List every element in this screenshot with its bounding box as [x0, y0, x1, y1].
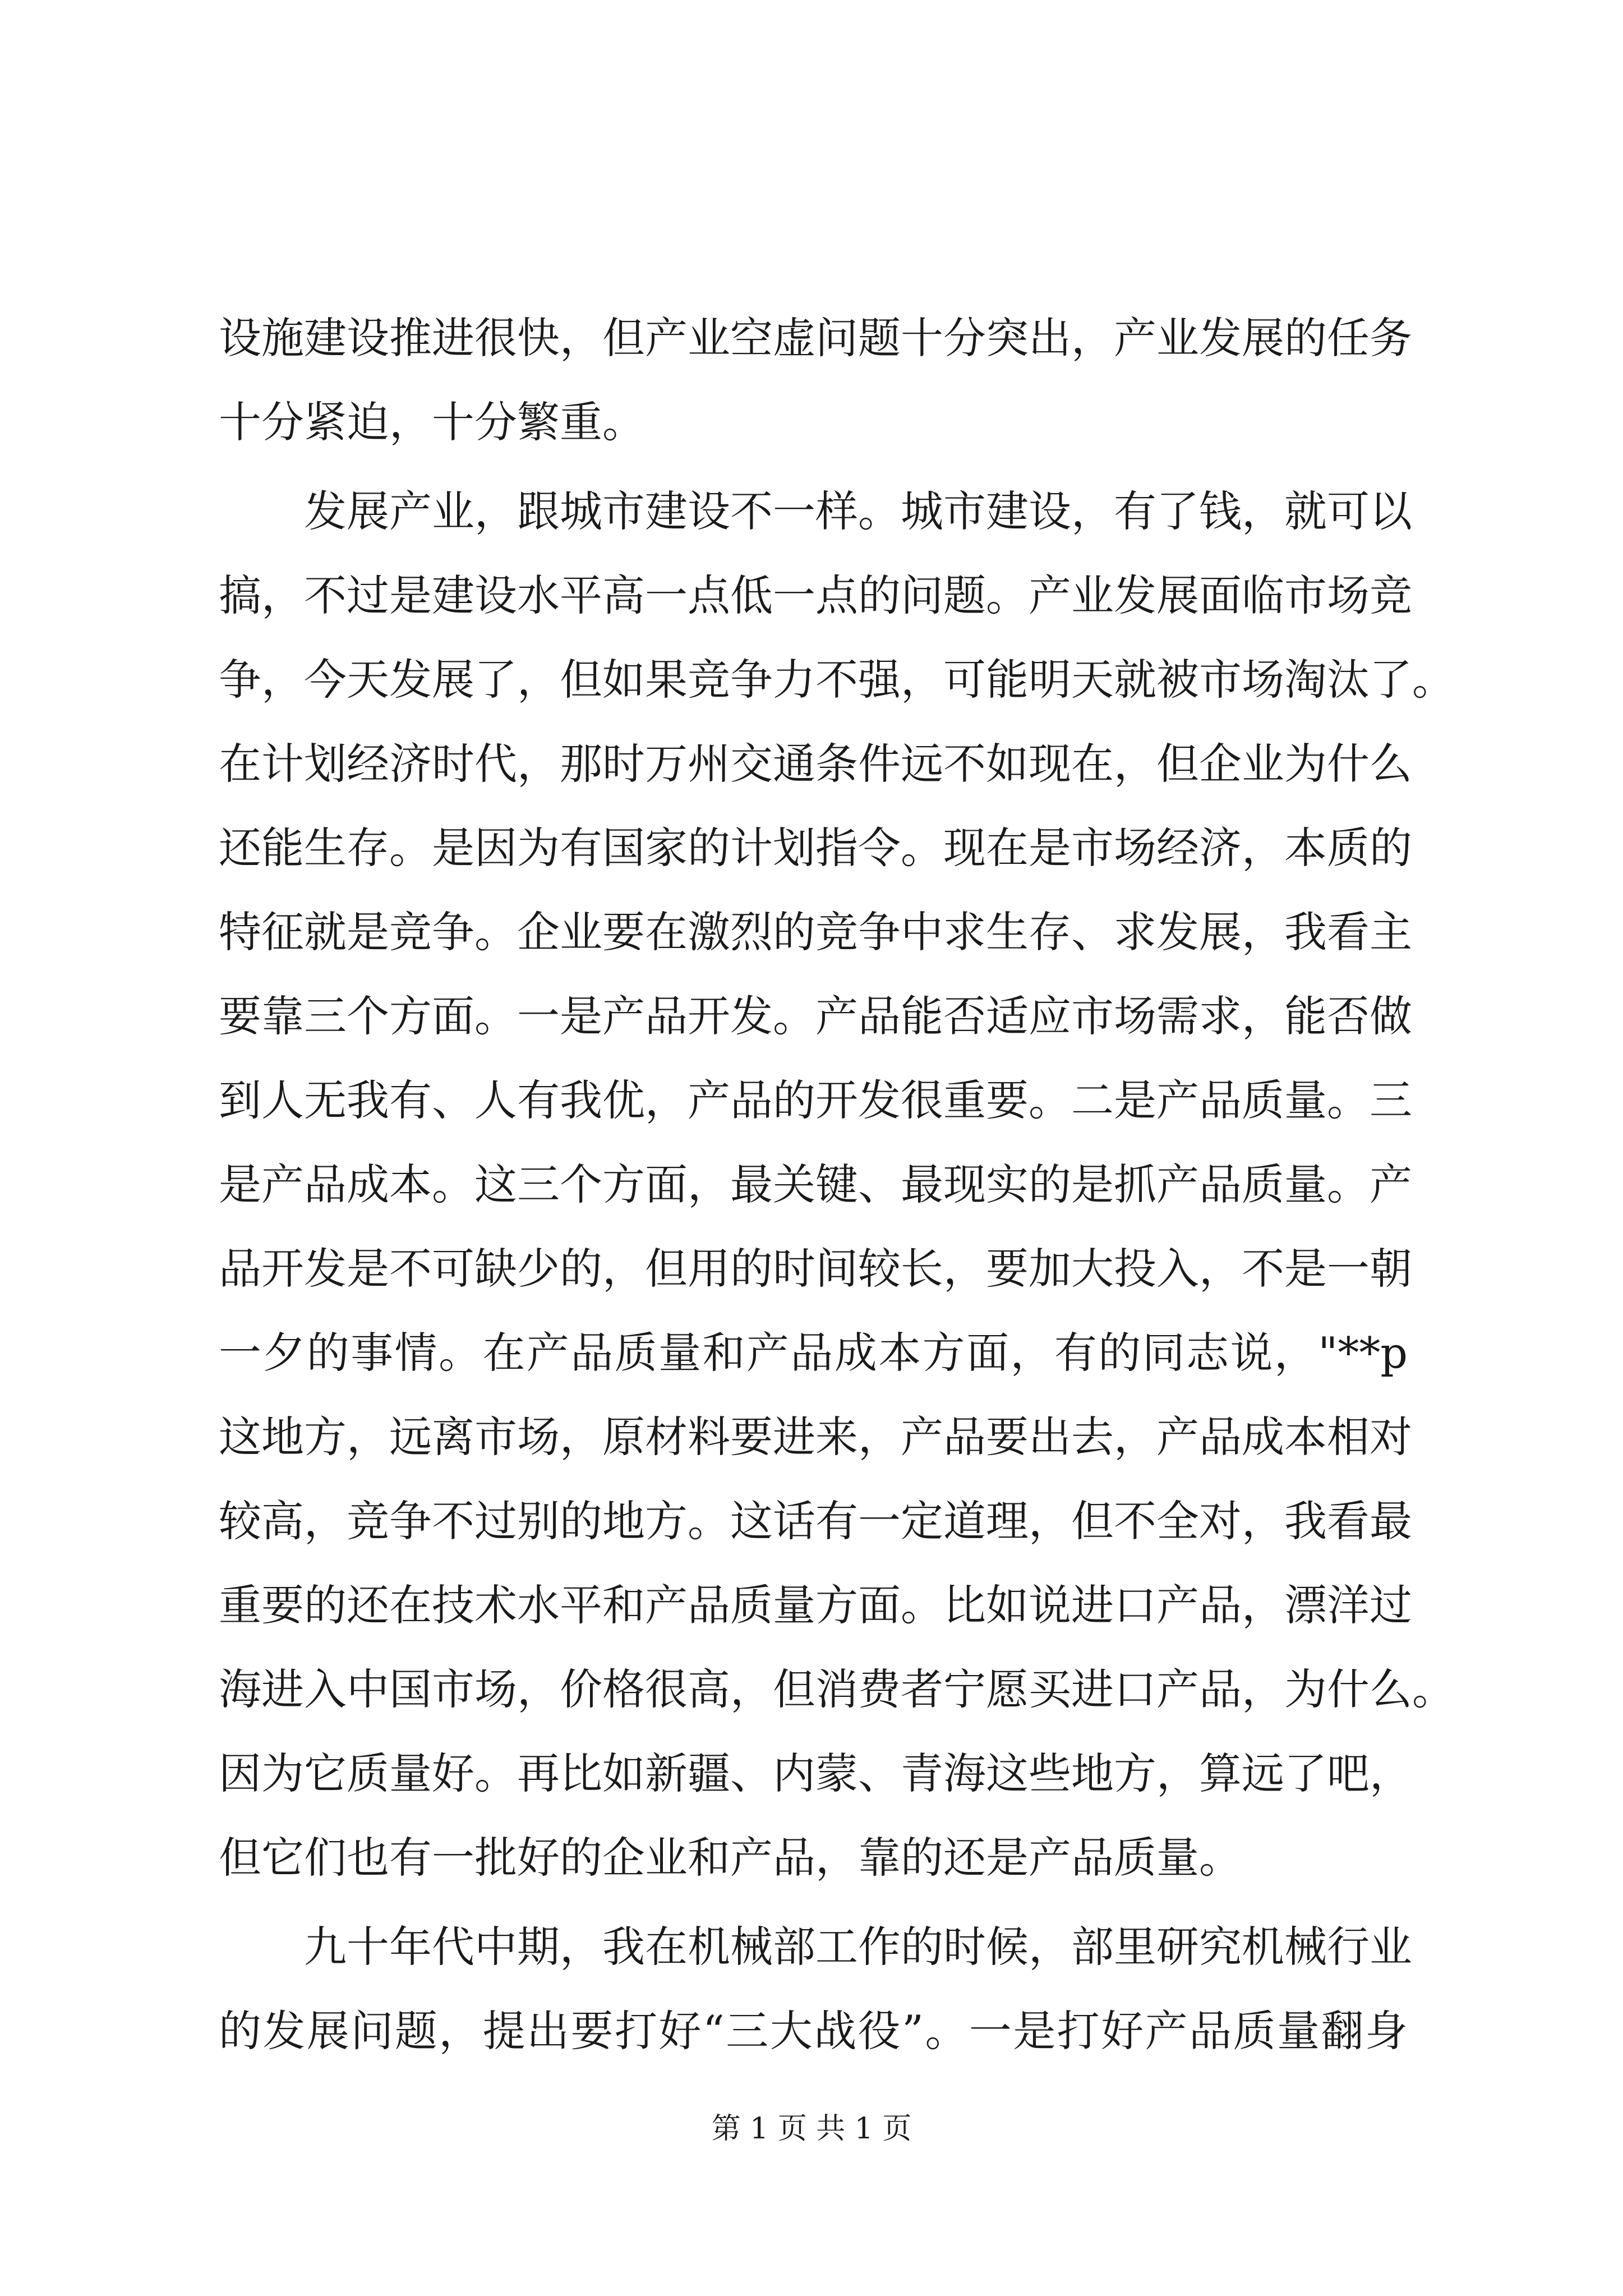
text-line: 重要的还在技术水平和产品质量方面。比如说进口产品，漂洋过 [219, 1580, 1412, 1630]
paragraph [219, 470, 1455, 1900]
text-line: 但它们也有一批好的企业和产品，靠的还是产品质量。 [219, 1833, 1242, 1883]
text-line: 较高，竞争不过别的地方。这话有一定道理，但不全对，我看最 [219, 1496, 1412, 1546]
text-line: 海进入中国市场，价格很高，但消费者宁愿买进口产品，为什么。 [219, 1664, 1455, 1714]
text-line: 十分紧迫，十分繁重。 [219, 397, 645, 447]
page-footer [0, 2109, 1623, 2148]
text-line: 特征就是竞争。企业要在激烈的竞争中求生存、求发展，我看主 [219, 907, 1412, 957]
document-body [219, 296, 1455, 2073]
text-line: 九十年代中期，我在机械部工作的时候，部里研究机械行业 [304, 1922, 1412, 1972]
text-line: 因为它质量好。再比如新疆、内蒙、青海这些地方，算远了吧， [219, 1749, 1412, 1798]
page-number: 第 1 页 共 1 页 [711, 2112, 912, 2146]
text-line: 一夕的事情。在产品质量和产品成本方面，有的同志说，"**p [219, 1328, 1408, 1378]
text-line: 搞，不过是建设水平高一点低一点的问题。产业发展面临市场竞 [219, 570, 1412, 620]
text-line: 还能生存。是因为有国家的计划指令。现在是市场经济，本质的 [219, 823, 1412, 873]
text-line: 到人无我有、人有我优，产品的开发很重要。二是产品质量。三 [219, 1075, 1412, 1125]
text-line: 发展产业，跟城市建设不一样。城市建设，有了钱，就可以 [304, 486, 1412, 536]
text-line: 设施建设推进很快，但产业空虚问题十分突出，产业发展的任务 [219, 313, 1412, 363]
paragraph [219, 1905, 1412, 2073]
text-line: 这地方，远离市场，原材料要进来，产品要出去，产品成本相对 [219, 1412, 1412, 1462]
paragraph [219, 296, 1412, 464]
text-line: 的发展问题，提出要打好“三大战役”。一是打好产品质量翻身 [219, 2006, 1408, 2056]
text-line: 争，今天发展了，但如果竞争力不强，可能明天就被市场淘汰了。 [219, 655, 1455, 705]
text-line: 品开发是不可缺少的，但用的时间较长，要加大投入，不是一朝 [219, 1244, 1412, 1294]
text-line: 是产品成本。这三个方面，最关键、最现实的是抓产品质量。产 [219, 1159, 1412, 1209]
text-line: 在计划经济时代，那时万州交通条件远不如现在，但企业为什么 [219, 739, 1412, 789]
text-line: 要靠三个方面。一是产品开发。产品能否适应市场需求，能否做 [219, 991, 1412, 1041]
